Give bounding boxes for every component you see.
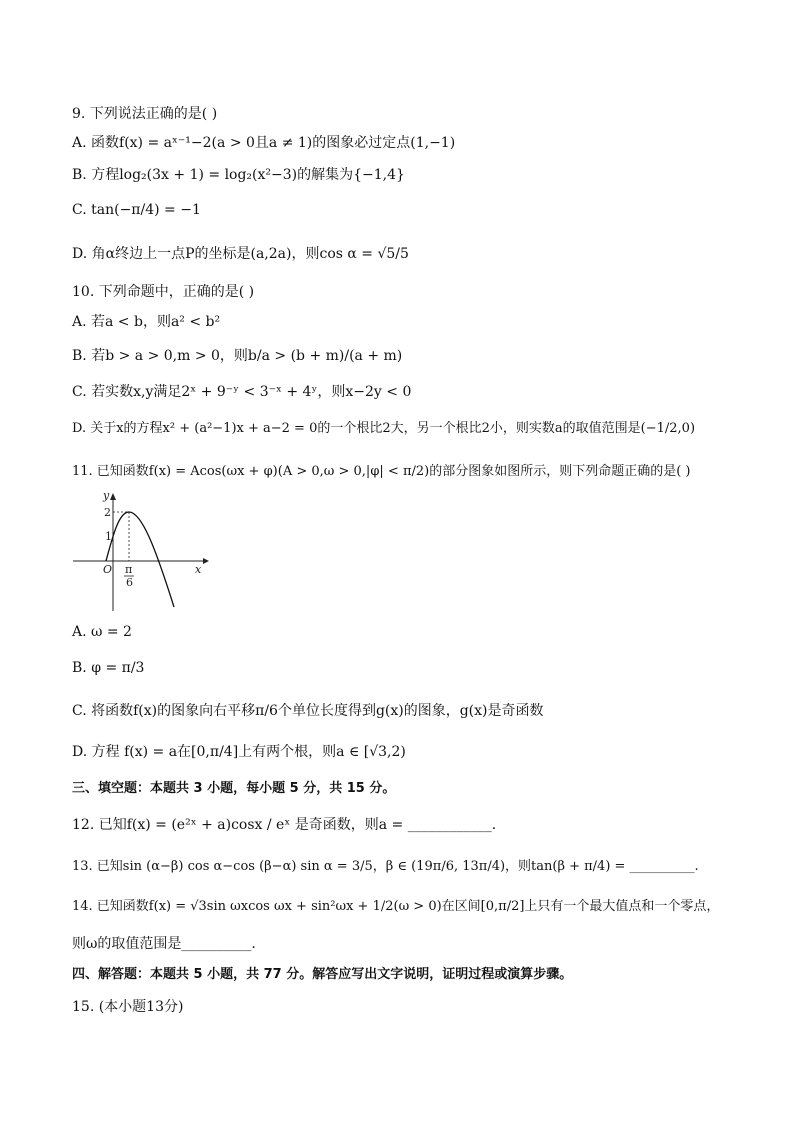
y-axis-label: y [103,490,110,502]
cosine-curve [106,512,174,607]
q9-option-c: C. tan(−π/4) = −1 [72,202,201,218]
q10-option-c: C. 若实数x,y满足2ˣ + 9⁻ʸ < 3⁻ˣ + 4ʸ，则x−2y < 0 [72,384,412,400]
q9-option-b: B. 方程log₂(3x + 1) = log₂(x²−3)的解集为{−1,4} [72,167,405,183]
y-tick-2: 2 [104,506,111,519]
q11-option-a: A. ω = 2 [72,624,132,640]
q10-stem: 10. 下列命题中，正确的是( ) [72,284,255,300]
q11-option-d: D. 方程 f(x) = a在[0,π/4]上有两个根，则a ∈ [√3,2) [72,744,406,760]
q9-stem: 9. 下列说法正确的是( ) [72,106,218,122]
q9-option-d: D. 角α终边上一点P的坐标是(a,2a)，则cos α = √5/5 [72,246,409,262]
q13: 13. 已知sin (α−β) cos α−cos (β−α) sin α = 3/5，β ∈ (19π/6, 13π/4)，则tan(β + π/4) = __________. [72,859,699,874]
q11-option-c: C. 将函数f(x)的图象向右平移π/6个单位长度得到g(x)的图象，g(x)是奇函数 [72,703,544,719]
q11-function-graph [70,490,210,615]
x-axis-arrow-icon [203,558,209,564]
q9-option-a: A. 函数f(x) = aˣ⁻¹−2(a > 0且a ≠ 1)的图象必过定点(1,−1) [72,135,456,151]
section-answer-heading: 四、解答题：本题共 5 小题，共 77 分。解答应写出文字说明，证明过程或演算步骤。 [72,967,573,982]
y-tick-1: 1 [105,530,112,543]
x-tick-pi: π [125,563,133,576]
origin-label: O [103,563,113,576]
section-fill-in-blank-heading: 三、填空题：本题共 3 小题，每小题 5 分，共 15 分。 [72,781,396,796]
q11-stem: 11. 已知函数f(x) = Acos(ωx + φ)(A > 0,ω > 0,|φ| < π/2)的部分图象如图所示，则下列命题正确的是( ) [72,464,691,479]
q15: 15. (本小题13分) [72,999,184,1015]
q10-option-a: A. 若a < b，则a² < b² [72,314,221,330]
y-axis-arrow-icon [110,493,116,500]
x-axis-label: x [195,563,202,576]
x-tick-6: 6 [126,576,133,589]
q14-line-2: 则ω的取值范围是__________. [72,936,256,952]
q11-option-b: B. φ = π/3 [72,660,145,676]
q14-line-1: 14. 已知函数f(x) = √3sin ωxcos ωx + sin²ωx + 1/2(ω > 0)在区间[0,π/2]上只有一个最大值点和一个零点， [72,899,720,914]
q12: 12. 已知f(x) = (e²ˣ + a)cosx / eˣ 是奇函数，则a = ____________. [72,817,497,833]
q10-option-d: D. 关于x的方程x² + (a²−1)x + a−2 = 0的一个根比2大，另一个根比2小，则实数a的取值范围是(−1/2,0) [72,421,696,436]
q10-option-b: B. 若b > a > 0,m > 0，则b/a > (b + m)/(a + m) [72,348,403,364]
